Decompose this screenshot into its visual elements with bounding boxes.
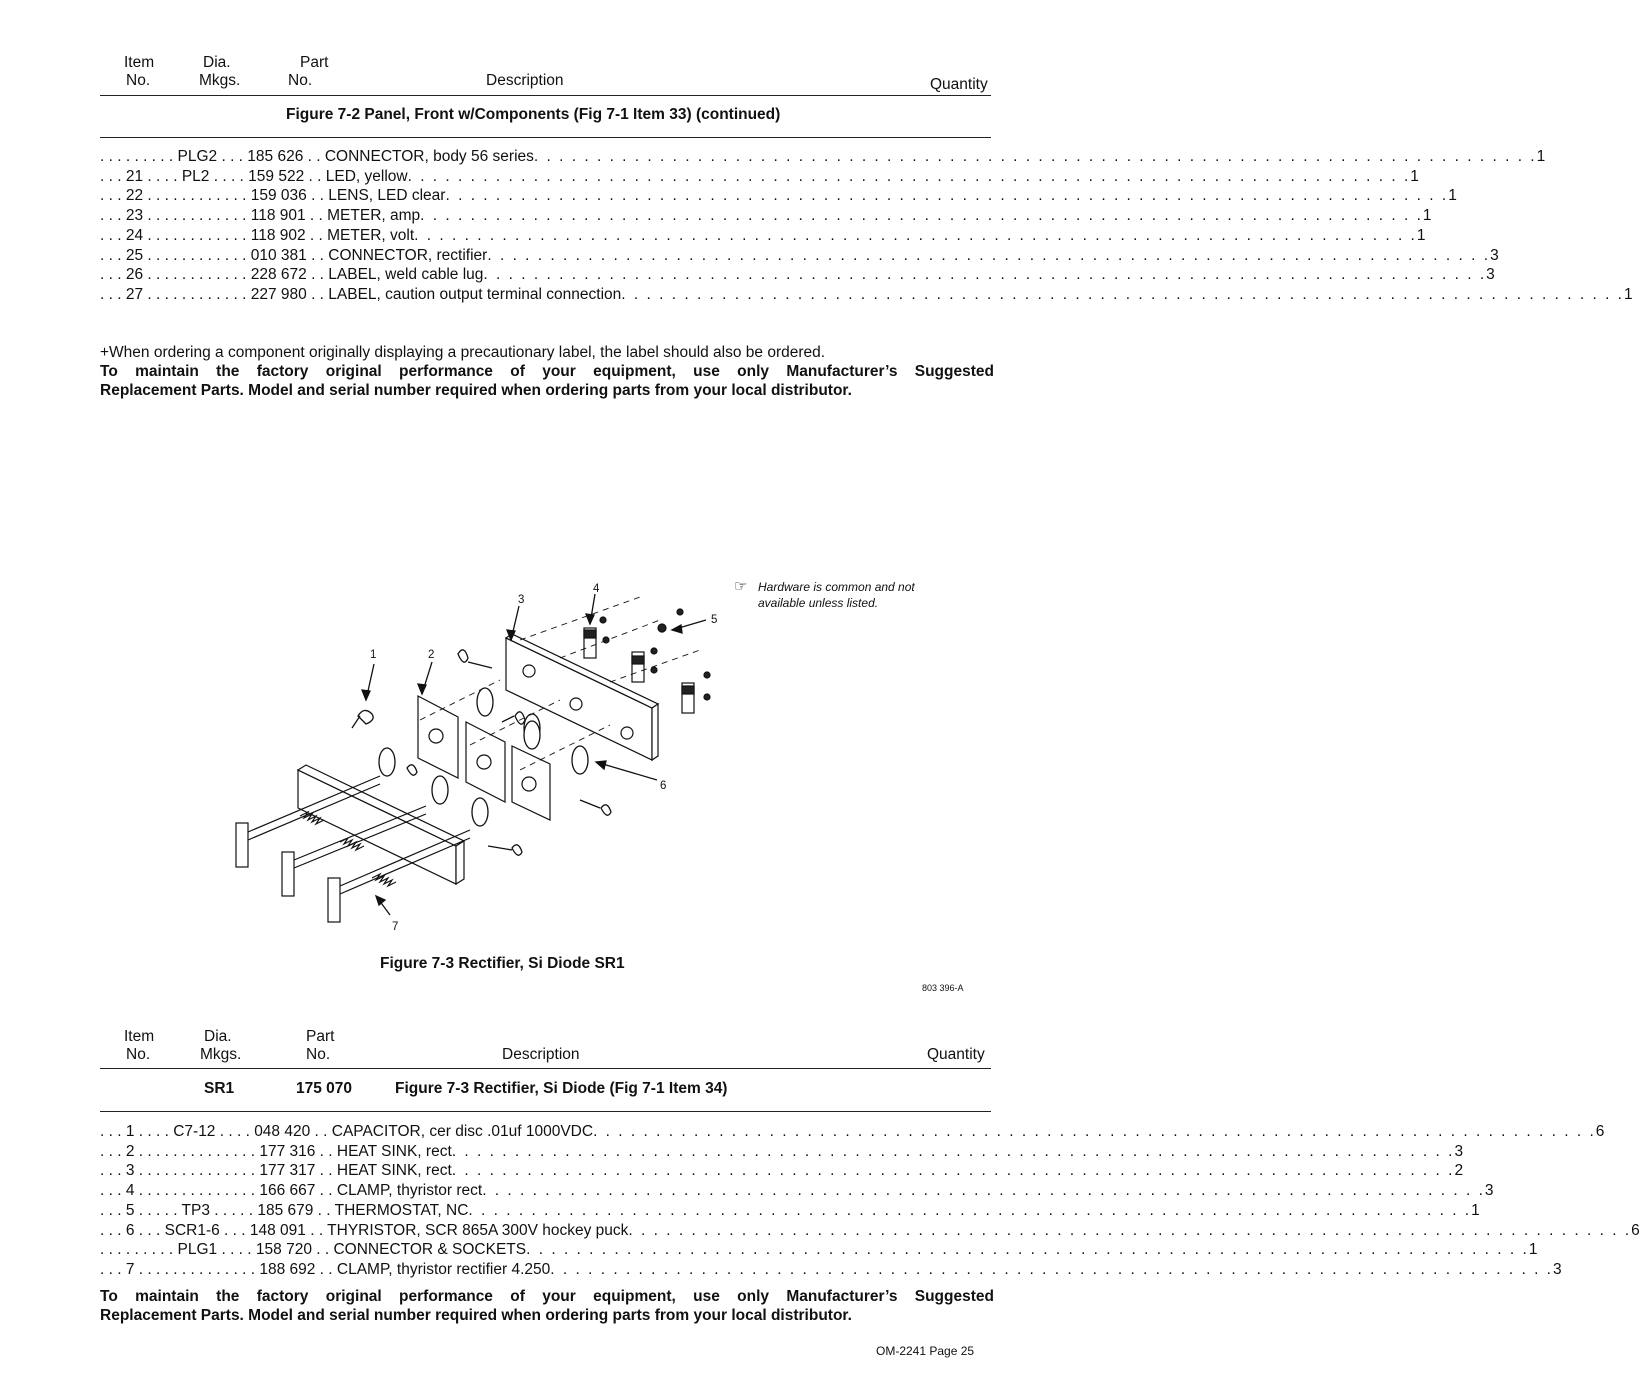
callout-7: 7	[392, 921, 399, 933]
callout-4: 4	[593, 583, 600, 595]
callout-6: 6	[660, 780, 667, 792]
clamp-1	[584, 628, 596, 658]
row-entry: . . . 4 . . . . . . . . . . . . . . 166 667 . . CLAMP, thyristor rect	[100, 1182, 483, 1200]
table-row	[100, 1182, 1494, 1202]
col-header-dia-2: Dia. Mkgs.	[200, 1028, 242, 1063]
col-header-part: Part No.	[288, 54, 329, 89]
leader-dots: . . . . . . . . . . . . . . . . . . . . . . . . . . . . . . . . . . . . . . . . . . . . . . . . . . . . . . . . . . . . . . . . . . . . . . . . . . . . . . . .	[468, 1201, 1472, 1219]
col-header-part-2: Part No.	[306, 1028, 335, 1063]
leader-dots: . . . . . . . . . . . . . . . . . . . . . . . . . . . . . . . . . . . . . . . . . . . . . . . . . . . . . . . . . . . . . . . . . . . . . . . . . . . . . . . .	[483, 266, 1487, 284]
row-quantity: 3	[1486, 266, 1495, 284]
leader-dots: . . . . . . . . . . . . . . . . . . . . . . . . . . . . . . . . . . . . . . . . . . . . . . . . . . . . . . . . . . . . . . . . . . . . . . . . . . . . . . . .	[420, 207, 1423, 225]
row-quantity: 1	[1623, 285, 1633, 303]
row-quantity: 1	[1410, 167, 1419, 185]
callout-2: 2	[428, 649, 435, 661]
leader-dots: . . . . . . . . . . . . . . . . . . . . . . . . . . . . . . . . . . . . . . . . . . . . . . . . . . . . . . . . . . . . . . . . . . . . . . . . . . . . . . . .	[526, 1241, 1529, 1259]
heat-sink-2	[466, 722, 505, 802]
row-entry: . . . 7 . . . . . . . . . . . . . . 188 692 . . CLAMP, thyristor rectifier 4.250	[100, 1260, 551, 1278]
row-entry: . . . 2 . . . . . . . . . . . . . . 177 316 . . HEAT SINK, rect	[100, 1142, 452, 1160]
maintain-note-line-1: To maintain the factory original performance of your equipment, use only Manufacturer’s Suggested	[100, 363, 994, 380]
maintain-note-2-line-2: Replacement Parts. Model and serial number required when ordering parts from your local distributor.	[100, 1307, 852, 1324]
drawing-number: 803 396-A	[922, 983, 964, 993]
row-entry: . . . 1 . . . . C7-12 . . . . 048 420 . . CAPACITOR, cer disc .01uf 1000VDC	[100, 1123, 594, 1140]
row-entry: . . . 3 . . . . . . . . . . . . . . 177 317 . . HEAT SINK, rect	[100, 1162, 452, 1180]
leader-dots: . . . . . . . . . . . . . . . . . . . . . . . . . . . . . . . . . . . . . . . . . . . . . . . . . . . . . . . . . . . . . . . . . . . . . . . . . . . . . . . .	[621, 285, 1624, 303]
row-entry: . . . 21 . . . . PL2 . . . . 159 522 . . LED, yellow	[100, 167, 408, 185]
row-quantity: 6	[1595, 1123, 1605, 1140]
precaution-note: +When ordering a component originally displaying a precautionary label, the label should also be ordered.	[100, 344, 826, 361]
callout-1: 1	[370, 649, 377, 661]
row-quantity: 2	[1454, 1162, 1464, 1180]
leader-dots: . . . . . . . . . . . . . . . . . . . . . . . . . . . . . . . . . . . . . . . . . . . . . . . . . . . . . . . . . . . . . . . . . . . . . . . . . . . . . . . .	[407, 167, 1411, 185]
row-quantity: 1	[1528, 1241, 1538, 1259]
row-quantity: 1	[1471, 1201, 1480, 1219]
figure-title-7-2: Figure 7-2 Panel, Front w/Components (Fig 7-1 Item 33) (continued)	[286, 106, 781, 123]
header-rule-2	[100, 1068, 991, 1069]
row-quantity: 3	[1484, 1182, 1494, 1200]
clamp-2	[632, 652, 644, 682]
leader-dots: . . . . . . . . . . . . . . . . . . . . . . . . . . . . . . . . . . . . . . . . . . . . . . . . . . . . . . . . . . . . . . . . . . . . . . . . . . . . . . . .	[451, 1142, 1455, 1160]
table-row	[100, 1241, 1538, 1261]
col-header-dia: Dia. Mkgs.	[199, 54, 241, 89]
row-entry: . . . 6 . . . SCR1-6 . . . 148 091 . . THYRISTOR, SCR 865A 300V hockey puck	[100, 1221, 629, 1239]
row-quantity: 1	[1448, 187, 1457, 205]
row-entry: . . . 27 . . . . . . . . . . . . 227 980 . . LABEL, caution output terminal connection	[100, 285, 622, 303]
figure-title-7-3: Figure 7-3 Rectifier, Si Diode (Fig 7-1 Item 34)	[395, 1080, 728, 1097]
leader-dots: . . . . . . . . . . . . . . . . . . . . . . . . . . . . . . . . . . . . . . . . . . . . . . . . . . . . . . . . . . . . . . . . . . . . . . . . . . . . . . . .	[451, 1162, 1455, 1180]
row-entry: . . . . . . . . . PLG2 . . . 185 626 . . CONNECTOR, body 56 series	[100, 148, 534, 165]
row-quantity: 3	[1490, 246, 1499, 264]
maintain-note-2-line-1: To maintain the factory original performance of your equipment, use only Manufacturer’s Suggested	[100, 1288, 994, 1305]
page-footer: OM-2241 Page 25	[876, 1344, 975, 1358]
assembly-dia-mkgs: SR1	[204, 1080, 235, 1097]
row-entry: . . . . . . . . . PLG1 . . . . 158 720 . . CONNECTOR & SOCKETS	[100, 1241, 527, 1259]
title-rule-2	[100, 1111, 991, 1112]
clamp-3	[682, 683, 694, 713]
leader-dots: . . . . . . . . . . . . . . . . . . . . . . . . . . . . . . . . . . . . . . . . . . . . . . . . . . . . . . . . . . . . . . . . . . . . . . . . . . . . . . . .	[482, 1182, 1485, 1200]
hardware-note: ☞ Hardware is common and not available unless listed.	[734, 578, 915, 610]
pointing-hand-icon: ☞	[734, 578, 748, 595]
table-row	[100, 1123, 1605, 1143]
row-entry: . . . 23 . . . . . . . . . . . . 118 901 . . METER, amp	[100, 207, 421, 225]
callout-3: 3	[518, 594, 525, 606]
leader-dots: . . . . . . . . . . . . . . . . . . . . . . . . . . . . . . . . . . . . . . . . . . . . . . . . . . . . . . . . . . . . . . . . . . . . . . . . . . . . . . . .	[414, 226, 1417, 244]
col-header-description: Description	[486, 72, 564, 89]
heat-sink-1	[418, 696, 458, 778]
heat-sink-3	[512, 746, 550, 820]
leader-dots: . . . . . . . . . . . . . . . . . . . . . . . . . . . . . . . . . . . . . . . . . . . . . . . . . . . . . . . . . . . . . . . . . . . . . . . . . . . . . . . .	[533, 148, 1537, 165]
table-row	[100, 1221, 1640, 1242]
table-row	[100, 1142, 1464, 1163]
row-quantity: 3	[1552, 1260, 1562, 1278]
col-header-quantity: Quantity	[930, 76, 988, 93]
table-row	[100, 1260, 1562, 1281]
row-entry: . . . 22 . . . . . . . . . . . . 159 036 . . LENS, LED clear	[100, 187, 446, 205]
callout-5: 5	[711, 614, 718, 626]
assembly-part-no: 175 070	[296, 1080, 353, 1097]
row-entry: . . . 5 . . . . . TP3 . . . . . 185 679 . . THERMOSTAT, NC	[100, 1201, 469, 1219]
table-row	[100, 1162, 1464, 1182]
leader-dots: . . . . . . . . . . . . . . . . . . . . . . . . . . . . . . . . . . . . . . . . . . . . . . . . . . . . . . . . . . . . . . . . . . . . . . . . . . . . . . . .	[550, 1260, 1553, 1278]
row-quantity: 1	[1416, 226, 1426, 244]
col-header-quantity-2: Quantity	[927, 1046, 985, 1063]
table-row	[100, 1201, 1480, 1222]
row-quantity: 1	[1536, 148, 1546, 165]
row-entry: . . . 25 . . . . . . . . . . . . 010 381 . . CONNECTOR, rectifier	[100, 246, 488, 264]
row-quantity: 3	[1454, 1142, 1464, 1160]
leader-dots: . . . . . . . . . . . . . . . . . . . . . . . . . . . . . . . . . . . . . . . . . . . . . . . . . . . . . . . . . . . . . . . . . . . . . . . . . . . . . . . .	[593, 1123, 1596, 1140]
row-quantity: 1	[1422, 207, 1432, 225]
col-header-item-2: Item No.	[124, 1028, 155, 1063]
row-entry: . . . 24 . . . . . . . . . . . . 118 902 . . METER, volt	[100, 226, 415, 244]
col-header-item: Item No.	[124, 54, 155, 89]
col-header-description-2: Description	[502, 1046, 580, 1063]
row-quantity: 6	[1631, 1221, 1640, 1239]
figure-caption-7-3: Figure 7-3 Rectifier, Si Diode SR1	[380, 955, 625, 972]
leader-dots: . . . . . . . . . . . . . . . . . . . . . . . . . . . . . . . . . . . . . . . . . . . . . . . . . . . . . . . . . . . . . . . . . . . . . . . . . . . . . . . .	[628, 1221, 1632, 1239]
leader-dots: . . . . . . . . . . . . . . . . . . . . . . . . . . . . . . . . . . . . . . . . . . . . . . . . . . . . . . . . . . . . . . . . . . . . . . . . . . . . . . . .	[445, 187, 1449, 205]
leader-dots: . . . . . . . . . . . . . . . . . . . . . . . . . . . . . . . . . . . . . . . . . . . . . . . . . . . . . . . . . . . . . . . . . . . . . . . . . . . . . . . .	[487, 246, 1491, 264]
row-entry: . . . 26 . . . . . . . . . . . . 228 672 . . LABEL, weld cable lug	[100, 266, 484, 284]
maintain-note-line-2: Replacement Parts. Model and serial number required when ordering parts from your local distributor.	[100, 382, 852, 399]
